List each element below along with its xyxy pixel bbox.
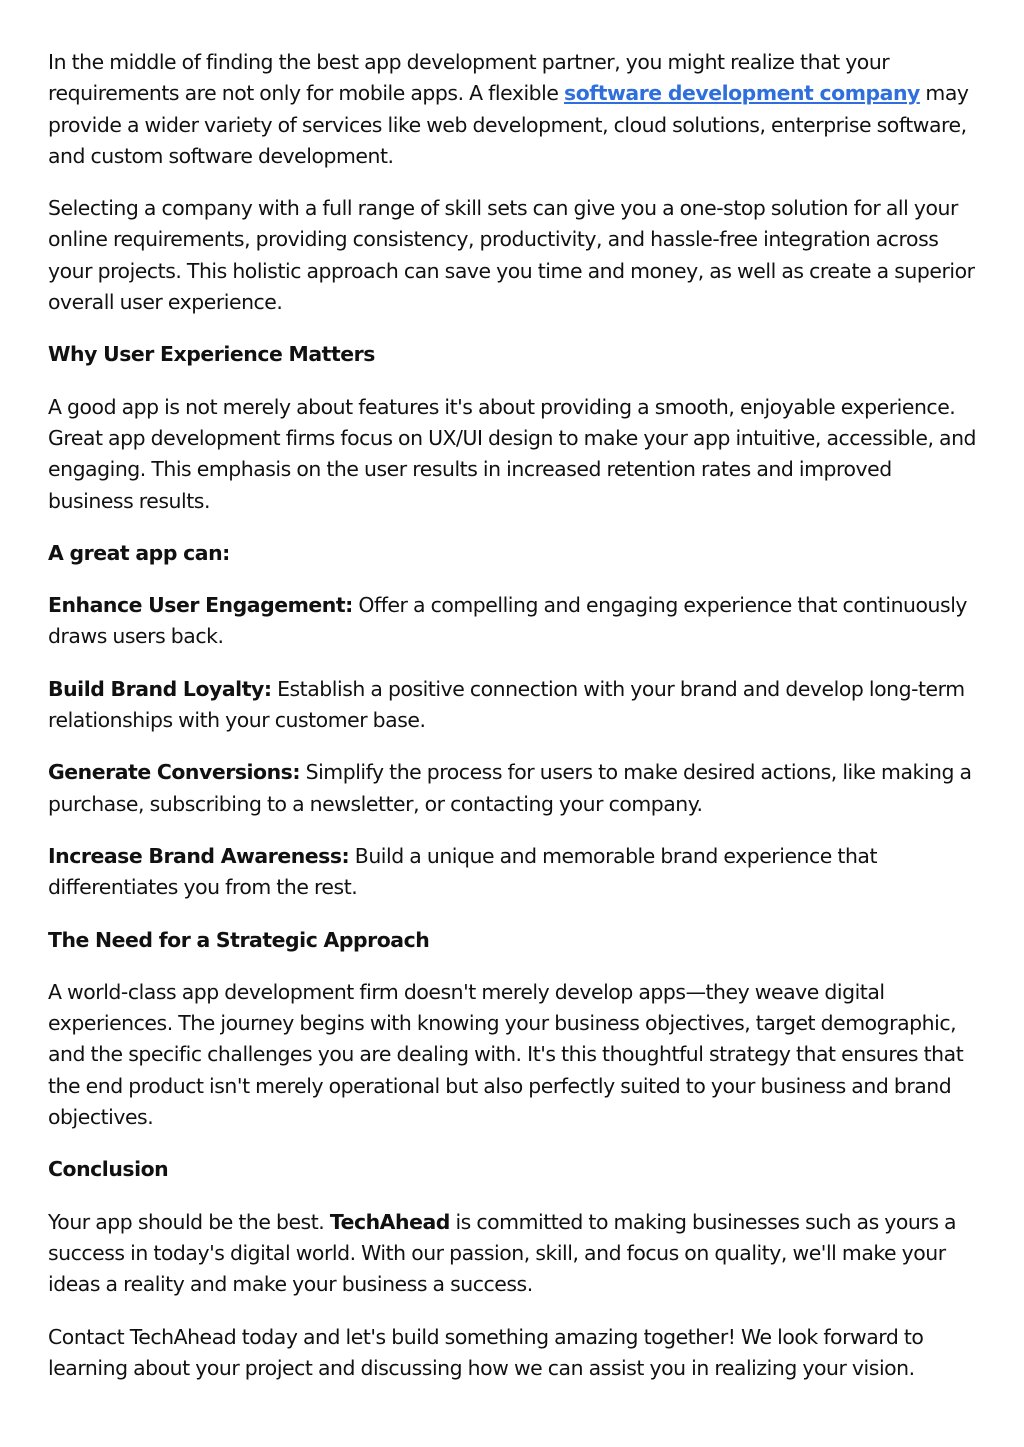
benefit-item: [48, 590, 980, 653]
great-app-list-intro: A great app can:: [48, 540, 230, 565]
benefit-label: Enhance User Engagement:: [48, 593, 353, 618]
intro-paragraph-1: [48, 47, 980, 172]
brand-name: TechAhead: [329, 1209, 450, 1234]
benefit-text: Build a unique and memorable brand experience that differentiates you from the rest.: [48, 843, 878, 900]
intro-text-after-link: may provide a wider variety of services like web development, cloud solutions, enterprise software, and custom software development.: [48, 81, 969, 168]
benefit-text: Simplify the process for users to make desired actions, like making a purchase, subscribing to a newsletter, or contacting your company.: [48, 760, 972, 816]
ux-paragraph: A good app is not merely about features it's about providing a smooth, enjoyable experience. Great app development firms focus on UX/UI design to make your app intuitive, accessible, and engaging. This emphasis on the user results in increased retention rates and improved business results.: [48, 394, 977, 513]
strategy-heading: The Need for a Strategic Approach: [48, 927, 430, 952]
benefit-label: Generate Conversions:: [48, 760, 301, 785]
article-body: [48, 47, 980, 1405]
intro-paragraph-2: Selecting a company with a full range of skill sets can give you a one-stop solution for all your online requirements, providing consistency, productivity, and hassle-free integration across your projects. This holistic approach can save you time and money, as well as create a superior overall user experience.: [48, 196, 975, 315]
benefit-label: Build Brand Loyalty:: [48, 676, 272, 701]
benefit-item: [48, 757, 980, 820]
benefit-label: Increase Brand Awareness:: [48, 843, 350, 868]
benefit-item: [48, 674, 980, 737]
benefit-text: Establish a positive connection with your brand and develop long-term relationships with your customer base.: [48, 676, 965, 733]
ux-heading: Why User Experience Matters: [48, 342, 375, 367]
conclusion-heading: Conclusion: [48, 1157, 169, 1182]
conclusion-text-before-brand: Your app should be the best.: [48, 1209, 330, 1234]
conclusion-paragraph-1: [48, 1207, 980, 1301]
conclusion-paragraph-2: Contact TechAhead today and let's build something amazing together! We look forward to learning about your project and discussing how we can assist you in realizing your vision.: [48, 1324, 924, 1380]
benefit-item: [48, 841, 980, 904]
software-development-company-link[interactable]: software development company: [564, 81, 920, 106]
benefit-text: Offer a compelling and engaging experience that continuously draws users back.: [48, 593, 968, 649]
conclusion-text-after-brand: is committed to making businesses such as yours a success in today's digital world. With our passion, skill, and focus on quality, we'll make your ideas a reality and make your business a success.: [48, 1209, 957, 1297]
intro-text-before-link: In the middle of finding the best app development partner, you might realize that your requirements are not only for mobile apps. A flexible: [48, 50, 890, 106]
strategy-paragraph: A world-class app development firm doesn't merely develop apps—they weave digital experiences. The journey begins with knowing your business objectives, target demographic, and the specific challenges you are dealing with. It's this thoughtful strategy that ensures that the end product isn't merely operational but also perfectly suited to your business and brand objectives.: [48, 979, 964, 1130]
